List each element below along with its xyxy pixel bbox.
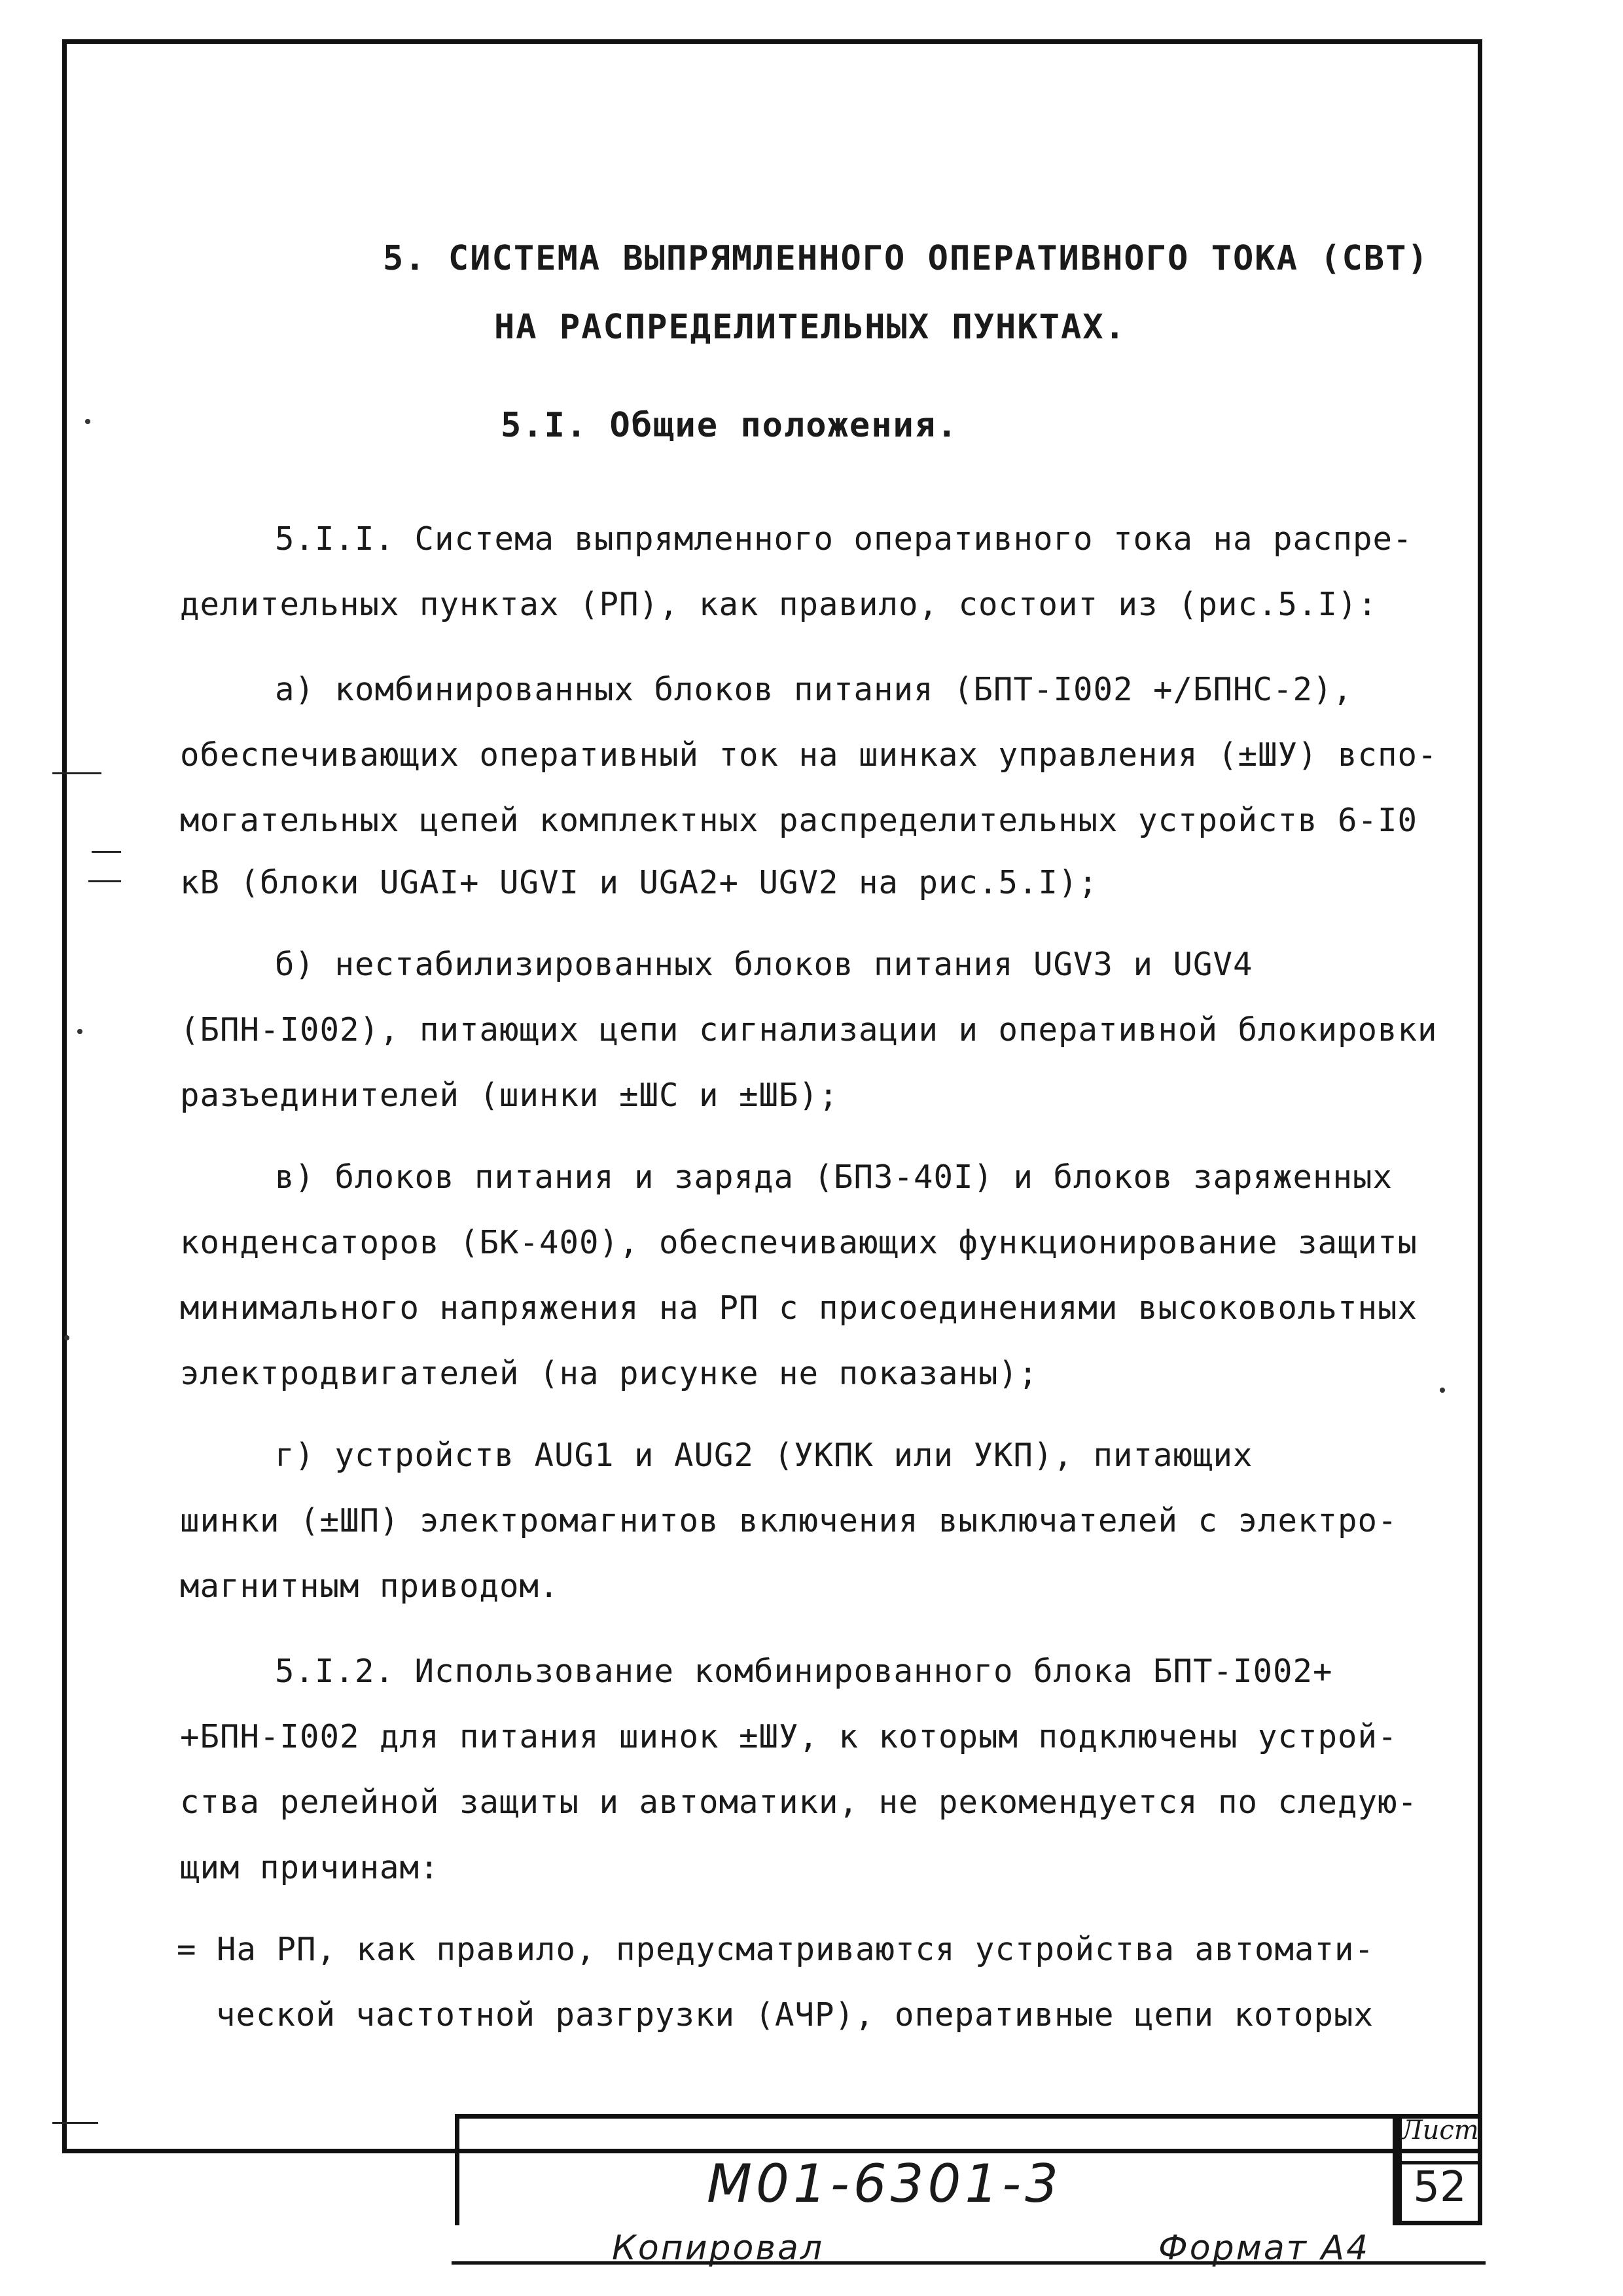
subsection-heading: 5.I. Общие положения. — [501, 406, 959, 445]
scan-dot — [1440, 1388, 1445, 1393]
text-line: ства релейной защиты и автоматики, не рекомендуется по следую- — [180, 1784, 1418, 1821]
text-line: 5.I.2. Использование комбинированного блока БПТ-I002+ — [275, 1653, 1333, 1690]
text-line: могательных цепей комплектных распределительных устройств 6-I0 — [180, 802, 1418, 839]
copied-by: Копировал — [612, 2229, 825, 2268]
scan-dot — [77, 1029, 82, 1034]
text-line: обеспечивающих оперативный ток на шинках управления (±ШУ) вспо- — [180, 736, 1438, 774]
margin-mark — [88, 880, 121, 882]
margin-mark — [52, 772, 101, 774]
text-line: делительных пунктах (РП), как правило, состоит из (рис.5.I): — [180, 586, 1378, 623]
text-line: б) нестабилизированных блоков питания UGV3 и UGV4 — [275, 946, 1253, 983]
text-line: г) устройств AUG1 и AUG2 (УКПК или УКП), питающих — [275, 1437, 1253, 1474]
text-line: 5.I.I. Система выпрямленного оперативного тока на распре- — [275, 520, 1413, 558]
text-line: = На РП, как правило, предусматриваются устройства автомати- — [177, 1931, 1375, 1968]
text-line: +БПН-I002 для питания шинок ±ШУ, к которым подключены устрой- — [180, 1718, 1398, 1755]
text-line: ческой частотной разгрузки (АЧР), оперативные цепи которых — [216, 1996, 1374, 2034]
document-code: М01-6301-3 — [707, 2153, 1063, 2214]
text-line: а) комбинированных блоков питания (БПТ-I002 +/БПНС-2), — [275, 671, 1353, 708]
text-line: щим причинам: — [180, 1849, 440, 1886]
scan-dot — [64, 1335, 69, 1340]
text-line: шинки (±ШП) электромагнитов включения выключателей с электро- — [180, 1502, 1398, 1539]
scan-dot — [85, 419, 90, 424]
format-label: Формат А4 — [1158, 2229, 1370, 2268]
text-line: конденсаторов (БК-400), обеспечивающих функционирование защиты — [180, 1224, 1418, 1261]
text-line: минимального напряжения на РП с присоединениями высоковольтных — [180, 1289, 1418, 1327]
text-line: электродвигателей (на рисунке не показаны); — [180, 1355, 1039, 1392]
margin-mark — [92, 851, 121, 853]
text-line: (БПН-I002), питающих цепи сигнализации и оперативной блокировки — [180, 1011, 1438, 1049]
section-title-line2: НА РАСПРЕДЕЛИТЕЛЬНЫХ ПУНКТАХ. — [494, 308, 1126, 347]
section-title-line1: 5. СИСТЕМА ВЫПРЯМЛЕННОГО ОПЕРАТИВНОГО ТОКА (СВТ) — [383, 239, 1429, 278]
text-line: в) блоков питания и заряда (БПЗ-40I) и блоков заряженных — [275, 1158, 1393, 1196]
text-line: магнитным приводом. — [180, 1568, 560, 1605]
sheet-number: 52 — [1413, 2163, 1467, 2212]
text-line: кВ (блоки UGAI+ UGVI и UGA2+ UGV2 на рис.5.I); — [180, 864, 1099, 901]
sheet-label: Лист — [1400, 2115, 1479, 2145]
margin-mark — [52, 2122, 98, 2124]
text-line: разъединителей (шинки ±ШС и ±ШБ); — [180, 1077, 839, 1114]
